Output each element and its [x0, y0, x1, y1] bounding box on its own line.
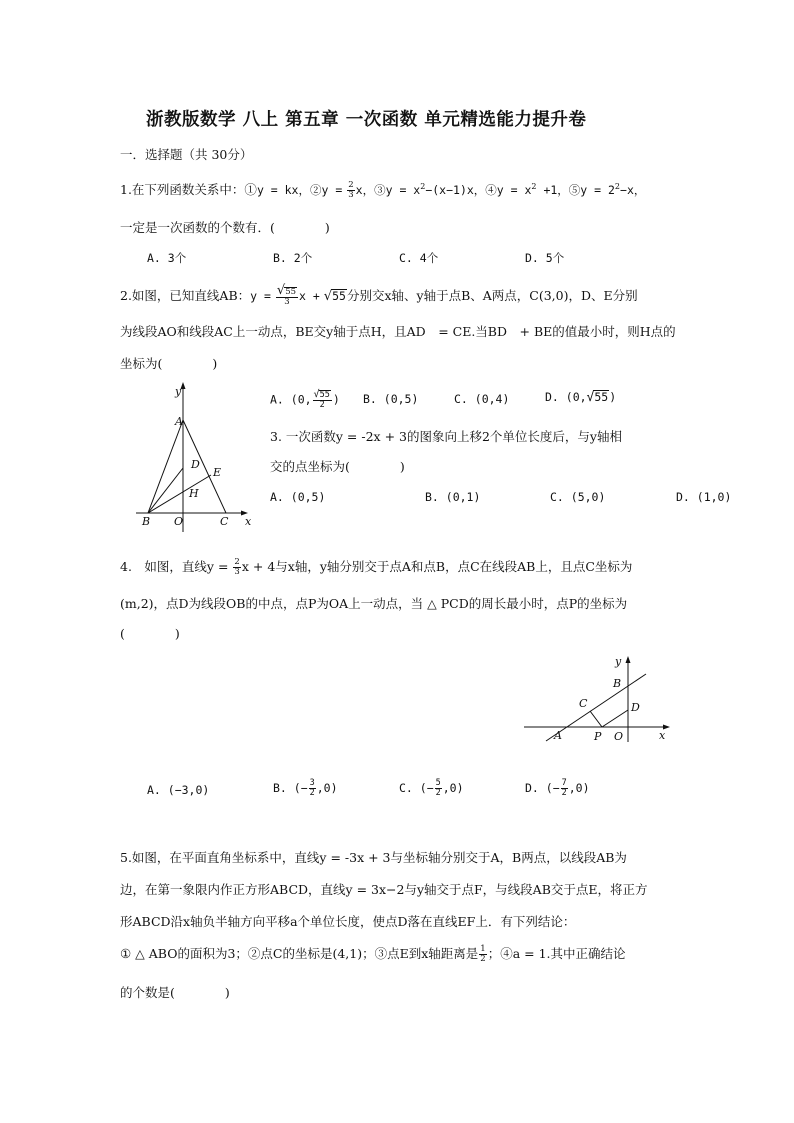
- label-c: C: [220, 515, 229, 528]
- q2-option-d: D. (0,√55): [545, 390, 617, 405]
- q2-option-b: B. (0,5): [363, 392, 419, 406]
- label-o: O: [174, 515, 184, 528]
- label-o: O: [614, 730, 624, 743]
- label-b: B: [142, 515, 151, 528]
- section-heading: 一．选择题（共 30分）: [120, 147, 253, 162]
- fraction: $\frac{2}{3}$: [348, 180, 354, 200]
- label-x: x: [245, 515, 252, 528]
- q3-option-b: B. (0,1): [425, 490, 481, 504]
- question-5-line-2: 边，在第一象限内作正方形ABCD，直线y = 3x−2与y轴交于点F，与线段AB交于点E，将正方: [120, 882, 648, 897]
- fraction: $\frac{√55}{3}$: [276, 283, 297, 307]
- question-5-line-1: 5.如图，在平面直角坐标系中，直线y = -3x + 3与坐标轴分别交于A，B两点，以线段AB为: [120, 850, 627, 865]
- question-2-line-3: 坐标为( ): [120, 356, 218, 371]
- fraction: $\frac{2}{3}$: [234, 557, 240, 577]
- segment-bd: [148, 468, 183, 513]
- label-p: P: [594, 730, 602, 743]
- q1-option-a: A. 3个: [147, 251, 187, 265]
- question-1-line-2: 一定是一次函数的个数有．( ): [120, 220, 330, 235]
- q3-option-d: D. (1,0): [676, 490, 732, 504]
- label-b: B: [613, 677, 622, 690]
- segment-pd: [602, 710, 628, 727]
- question-2-line-2: 为线段AO和线段AC上一动点，BE交y轴于点H，且AD = CE.当BD + BE的值最小时，则H点的: [120, 324, 676, 339]
- q4-option-a: A. (−3,0): [147, 783, 210, 797]
- label-a: A: [175, 415, 183, 428]
- question-4-figure: [518, 652, 676, 744]
- q4-option-c: C. (− $\frac{5}{2}$ ,0): [399, 778, 464, 798]
- question-2-figure: [128, 380, 263, 535]
- segment-ab: [148, 420, 183, 513]
- question-5-line-3: 形ABCD沿x轴负半轴方向平移a个单位长度，使点D落在直线EF上．有下列结论：: [120, 914, 576, 929]
- label-y: y: [175, 385, 182, 398]
- label-d: D: [191, 458, 200, 471]
- label-y: y: [615, 655, 622, 668]
- page-title: 浙教版数学 八上 第五章 一次函数 单元精选能力提升卷: [146, 110, 587, 130]
- label-a: A: [554, 729, 562, 742]
- question-4-line-1: 4. 如图，直线y = $\frac{2}{3}$ x + 4与x轴，y轴分别交于点A和点B，点C在线段AB上，且点C坐标为: [120, 557, 633, 577]
- label-h: H: [189, 487, 199, 500]
- question-1-line-1: 1.在下列函数关系中：①y = kx，②y = $\frac{2}{3}$ x，③y = $x^2-(x-1)x$，④y = $x^2 +1$，⑤y = $2^2-x$，: [120, 180, 646, 200]
- question-4-line-2: (m,2)，点D为线段OB的中点，点P为OA上一动点，当 △ PCD的周长最小时，点P的坐标为: [120, 596, 628, 611]
- label-d: D: [631, 701, 640, 714]
- q2-option-a: A. (0, $\frac{√55}{2}$ ): [270, 389, 340, 410]
- segment-pc: [590, 711, 602, 727]
- q3-option-c: C. (5,0): [550, 490, 606, 504]
- segment-be: [148, 475, 211, 513]
- q4-option-b: B. (− $\frac{3}{2}$ ,0): [273, 778, 338, 798]
- question-2-line-1: 2.如图，已知直线AB：y = $\frac{√55}{3}$ x + √55分别交x轴、y轴于点B、A两点，C(3,0)，D、E分别: [120, 283, 638, 307]
- q2-option-c: C. (0,4): [454, 392, 510, 406]
- q3-option-a: A. (0,5): [270, 490, 326, 504]
- label-x: x: [659, 729, 666, 742]
- question-3-line-2: 交的点坐标为( ): [270, 459, 405, 474]
- question-5-line-4: ① △ ABO的面积为3；②点C的坐标是(4,1)；③点E到x轴距离是 $\frac{1}{2}$ ；④a = 1.其中正确结论: [120, 944, 626, 964]
- q1-option-d: D. 5个: [525, 251, 565, 265]
- question-3-line-1: 3. 一次函数y = -2x + 3的图象向上移2个单位长度后，与y轴相: [270, 429, 622, 444]
- label-c: C: [579, 697, 588, 710]
- q1-option-b: B. 2个: [273, 251, 313, 265]
- q4-option-d: D. (− $\frac{7}{2}$ ,0): [525, 778, 590, 798]
- q1-option-c: C. 4个: [399, 251, 439, 265]
- question-4-line-3: ( ): [120, 626, 180, 641]
- y-axis-arrow-icon: [626, 656, 631, 663]
- label-e: E: [213, 466, 222, 479]
- question-5-line-5: 的个数是( ): [120, 985, 230, 1000]
- y-axis-arrow-icon: [181, 382, 186, 389]
